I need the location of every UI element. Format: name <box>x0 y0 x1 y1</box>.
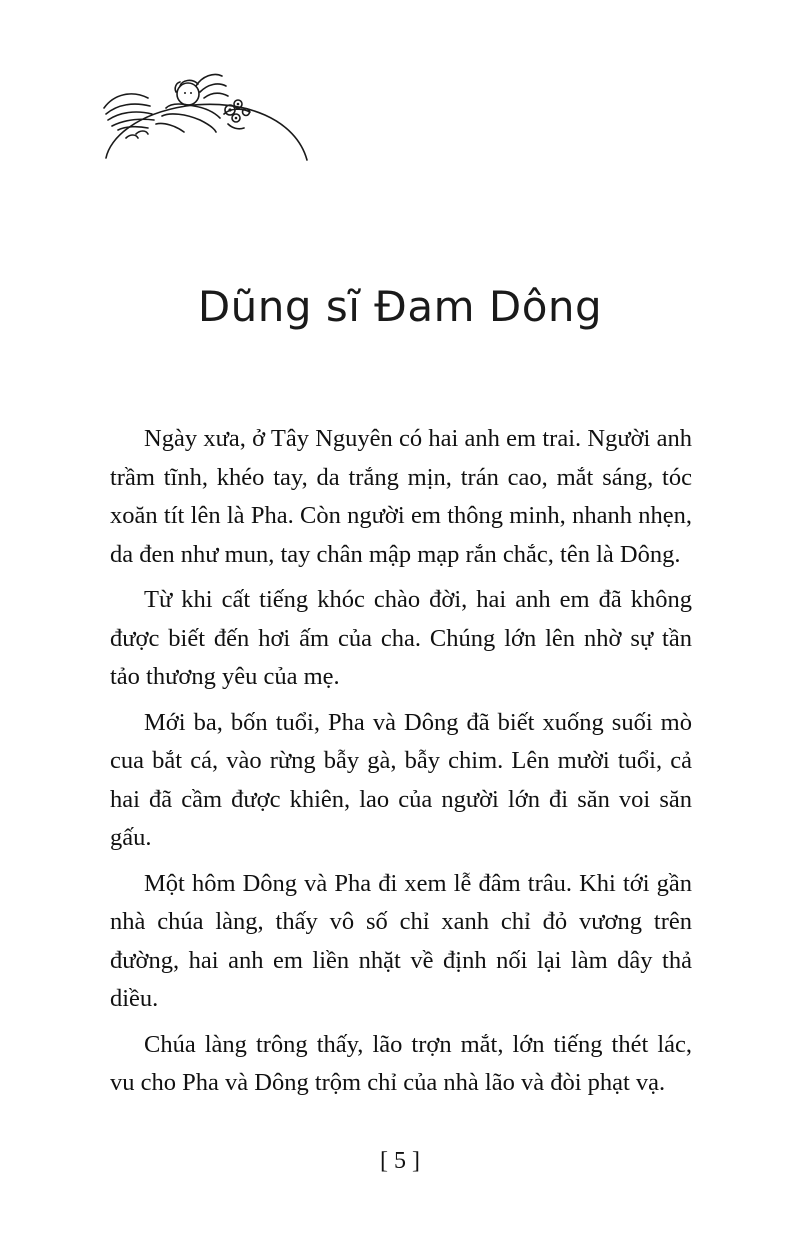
page-number: [ 5 ] <box>380 1148 420 1174</box>
paragraph: Chúa làng trông thấy, lão trợn mắt, lớn tiếng thét lác, vu cho Pha và Dông trộm chỉ của nhà lão và đòi phạt vạ. <box>110 1030 692 1096</box>
paragraph: Từ khi cất tiếng khóc chào đời, hai anh em đã không được biết đến hơi ấm của cha. Chúng lớn lên nhờ sự tần tảo thương yêu của mẹ. <box>110 586 692 690</box>
paragraph: Một hôm Dông và Pha đi xem lễ đâm trâu. Khi tới gần nhà chúa làng, thấy vô số chỉ xanh chỉ đỏ vương trên đường, hai anh em liền nhặt về định nối lại làm dây thả diều. <box>110 869 692 1012</box>
story-title: Dũng sĩ Đam Dông <box>197 282 603 331</box>
story-body <box>110 420 692 1110</box>
paragraph: Ngày xưa, ở Tây Nguyên có hai anh em trai. Người anh trầm tĩnh, khéo tay, da trắng mịn, trán cao, mắt sáng, tóc xoăn tít lên là Pha. Còn người em thông minh, nhanh nhẹn, da đen như mun, tay chân mập mạp rắn chắc, tên là Dông. <box>110 425 692 568</box>
cherub-ornament-icon <box>96 68 316 168</box>
paragraph: Mới ba, bốn tuổi, Pha và Dông đã biết xuống suối mò cua bắt cá, vào rừng bẫy gà, bẫy chim. Lên mười tuổi, cả hai đã cầm được khiên, lao của người lớn đi săn voi săn gấu. <box>110 708 692 851</box>
